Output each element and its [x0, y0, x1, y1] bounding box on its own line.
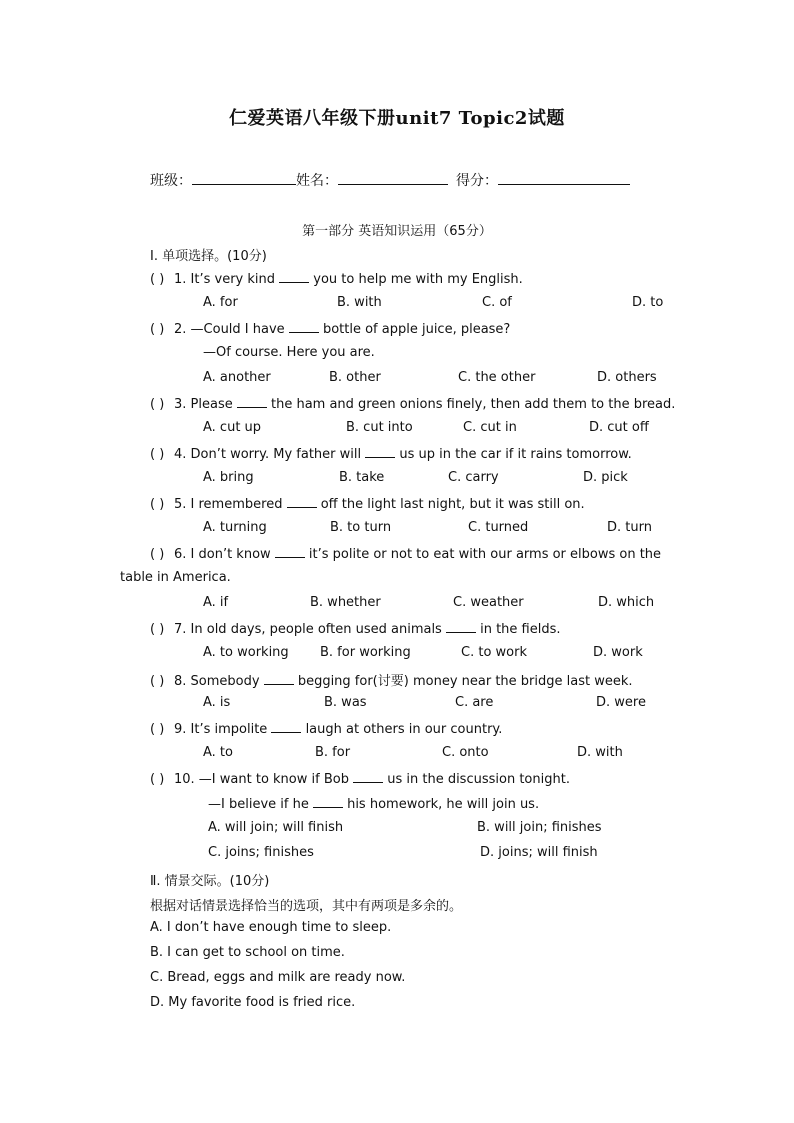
option-d[interactable]: D. which [598, 595, 655, 610]
section2-instruction: 根据对话情景选择恰当的选项，其中有两项是多余的。 [150, 899, 463, 914]
question-1: ( ) 1. It’s very kind you to help me with my English. [150, 272, 523, 287]
part-title: 第一部分 英语知识运用（65分） [302, 224, 492, 239]
option-a[interactable]: A. to working [203, 645, 289, 660]
option-d[interactable]: D. turn [607, 520, 652, 535]
option-a[interactable]: A. will join; will finish [208, 820, 344, 835]
answer-paren[interactable]: ( ) [150, 622, 165, 637]
answer-paren[interactable]: ( ) [150, 674, 165, 689]
option-c[interactable]: C. cut in [463, 420, 517, 435]
option-d[interactable]: D. cut off [589, 420, 649, 435]
option-c[interactable]: C. joins; finishes [208, 845, 314, 860]
option-d[interactable]: D. others [597, 370, 657, 385]
blank-line [275, 545, 305, 558]
blank-line [287, 495, 317, 508]
question-7: ( ) 7. In old days, people often used animals in the fields. [150, 622, 561, 637]
option-b[interactable]: B. other [329, 370, 381, 385]
option-c[interactable]: C. carry [448, 470, 499, 485]
answer-paren[interactable]: ( ) [150, 722, 165, 737]
option-b[interactable]: B. was [324, 695, 367, 710]
option-c[interactable]: C. the other [458, 370, 536, 385]
question-9: ( ) 9. It’s impolite laugh at others in our country. [150, 722, 503, 737]
section2-heading: Ⅱ. 情景交际。(10分) [150, 874, 270, 889]
option-c[interactable]: C. weather [453, 595, 524, 610]
answer-paren[interactable]: ( ) [150, 772, 165, 787]
option-b[interactable]: B. to turn [330, 520, 392, 535]
dialogue-option-d: D. My favorite food is fried rice. [150, 995, 356, 1010]
answer-paren[interactable]: ( ) [150, 447, 165, 462]
option-a[interactable]: A. is [203, 695, 231, 710]
score-blank[interactable] [498, 170, 630, 185]
answer-paren[interactable]: ( ) [150, 547, 165, 562]
option-c[interactable]: C. turned [468, 520, 529, 535]
blank-line [279, 270, 309, 283]
score-label: 得分： [456, 173, 498, 189]
blank-line [353, 770, 383, 783]
blank-line [237, 395, 267, 408]
option-d[interactable]: D. work [593, 645, 643, 660]
class-blank[interactable] [192, 170, 296, 185]
question-6: ( ) 6. I don’t know it’s polite or not to eat with our arms or elbows on the [150, 547, 662, 562]
blank-line [289, 320, 319, 333]
option-a[interactable]: A. if [203, 595, 229, 610]
option-d[interactable]: D. to [632, 295, 664, 310]
option-c[interactable]: C. are [455, 695, 494, 710]
section1-heading: Ⅰ. 单项选择。(10分) [150, 249, 267, 264]
option-b[interactable]: B. for working [320, 645, 411, 660]
option-a[interactable]: A. another [203, 370, 271, 385]
dialogue-option-c: C. Bread, eggs and milk are ready now. [150, 970, 406, 985]
blank-line [271, 720, 301, 733]
question-8: ( ) 8. Somebody begging for(讨要) money near the bridge last week. [150, 674, 633, 689]
option-d[interactable]: D. joins; will finish [480, 845, 598, 860]
blank-line [264, 672, 294, 685]
option-b[interactable]: B. with [337, 295, 382, 310]
question-4: ( ) 4. Don’t worry. My father will us up in the car if it rains tomorrow. [150, 447, 632, 462]
class-label: 班级： [150, 173, 192, 189]
question-2-reply: —Of course. Here you are. [203, 345, 375, 360]
question-5: ( ) 5. I remembered off the light last night, but it was still on. [150, 497, 585, 512]
question-6-continued: table in America. [120, 570, 231, 585]
dialogue-option-b: B. I can get to school on time. [150, 945, 345, 960]
answer-paren[interactable]: ( ) [150, 397, 165, 412]
option-c[interactable]: C. onto [442, 745, 489, 760]
page-title: 仁爱英语八年级下册unit7 Topic2试题 [229, 108, 565, 129]
option-d[interactable]: D. pick [583, 470, 628, 485]
answer-paren[interactable]: ( ) [150, 322, 165, 337]
question-2: ( ) 2. —Could I have bottle of apple juice, please? [150, 322, 511, 337]
question-3: ( ) 3. Please the ham and green onions finely, then add them to the bread. [150, 397, 676, 412]
option-a[interactable]: A. cut up [203, 420, 262, 435]
option-d[interactable]: D. with [577, 745, 623, 760]
answer-paren[interactable]: ( ) [150, 272, 165, 287]
student-info-row [150, 170, 630, 190]
option-a[interactable]: A. for [203, 295, 238, 310]
question-10-reply: —I believe if he his homework, he will join us. [208, 797, 540, 812]
blank-line [365, 445, 395, 458]
name-blank[interactable] [338, 170, 448, 185]
blank-line [446, 620, 476, 633]
option-b[interactable]: B. will join; finishes [477, 820, 602, 835]
name-label: 姓名： [296, 173, 338, 189]
question-10: ( ) 10. —I want to know if Bob us in the discussion tonight. [150, 772, 570, 787]
option-c[interactable]: C. to work [461, 645, 527, 660]
dialogue-option-a: A. I don’t have enough time to sleep. [150, 920, 392, 935]
option-b[interactable]: B. whether [310, 595, 381, 610]
option-d[interactable]: D. were [596, 695, 646, 710]
option-a[interactable]: A. bring [203, 470, 254, 485]
option-a[interactable]: A. turning [203, 520, 267, 535]
option-b[interactable]: B. take [339, 470, 385, 485]
answer-paren[interactable]: ( ) [150, 497, 165, 512]
blank-line [313, 795, 343, 808]
option-a[interactable]: A. to [203, 745, 233, 760]
option-b[interactable]: B. for [315, 745, 351, 760]
option-b[interactable]: B. cut into [346, 420, 413, 435]
option-c[interactable]: C. of [482, 295, 512, 310]
